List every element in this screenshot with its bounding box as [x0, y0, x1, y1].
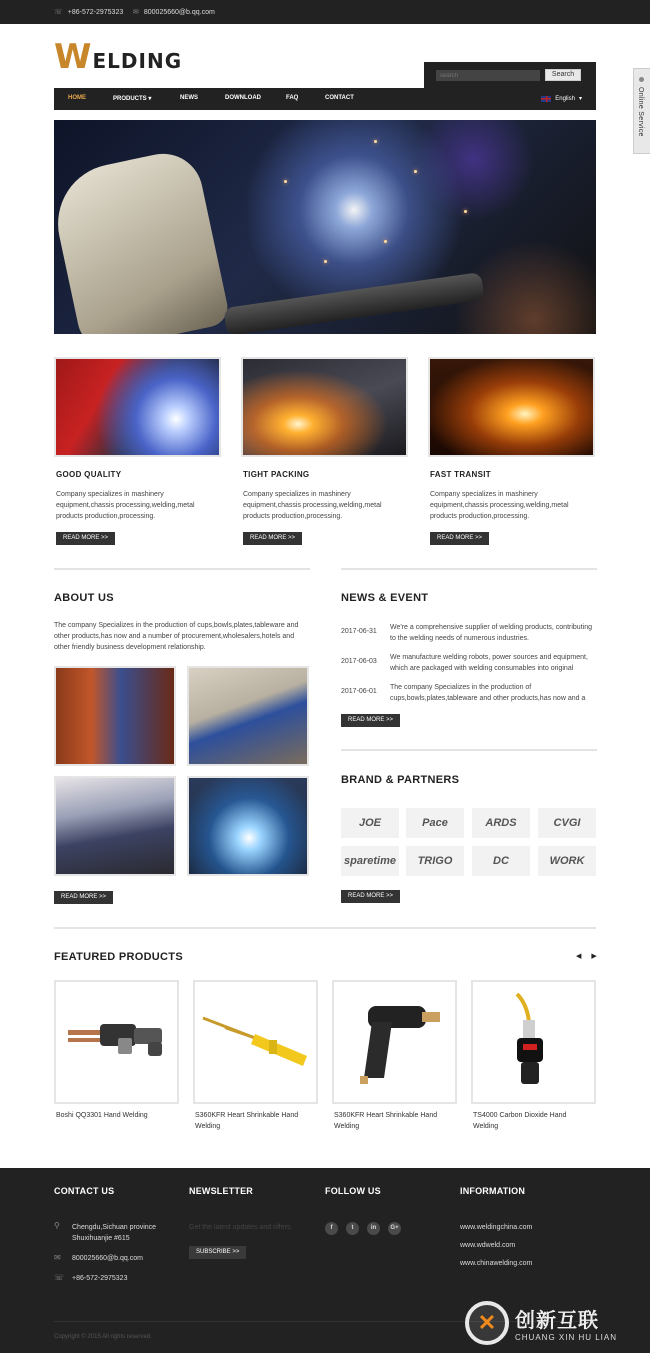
footer-phone: +86-572-2975323 [72, 1275, 128, 1282]
about-image[interactable] [54, 666, 176, 766]
carousel-arrows [576, 952, 597, 960]
site-logo[interactable] [54, 37, 183, 77]
hero-torch-shape [223, 272, 484, 334]
nav-faq[interactable]: FAQ [286, 95, 299, 101]
product-name[interactable]: S360KFR Heart Shrinkable Hand Welding [334, 1112, 438, 1130]
watermark-text [515, 1304, 617, 1342]
product-card[interactable] [193, 980, 318, 1130]
uk-flag-icon [541, 96, 551, 102]
mail-icon: ✉ [54, 1253, 61, 1262]
spark [284, 180, 287, 183]
spark [414, 170, 417, 173]
nav-products[interactable] [113, 95, 151, 102]
feature-read-more-button[interactable]: READ MORE >> [56, 532, 115, 545]
product-card[interactable] [54, 980, 179, 1119]
feature-image[interactable] [241, 357, 408, 457]
info-link[interactable]: www.weldingchina.com [460, 1224, 533, 1231]
divider [341, 749, 597, 751]
spark [384, 240, 387, 243]
brand-logo[interactable]: CVGI [538, 808, 596, 838]
feature-title: TIGHT PACKING [243, 470, 310, 479]
divider [54, 927, 596, 929]
footer-email[interactable]: 800025660@b.qq.com [72, 1255, 143, 1262]
feature-image[interactable] [54, 357, 221, 457]
google-plus-icon[interactable]: G+ [388, 1222, 401, 1235]
facebook-icon[interactable]: f [325, 1222, 338, 1235]
search-button[interactable]: Search [545, 69, 581, 81]
spark [324, 260, 327, 263]
feature-good-quality [54, 357, 221, 541]
products-title: FEATURED PRODUCTS [54, 951, 183, 963]
top-email[interactable] [133, 8, 215, 16]
feature-read-more-button[interactable]: READ MORE >> [243, 532, 302, 545]
product-name[interactable]: Boshi QQ3301 Hand Welding [56, 1112, 148, 1119]
feature-text: Company specializes in mashinery equipment,chassis processing,welding,metal products production,processing. [56, 491, 195, 520]
nav-products-label: PRODUCTS [113, 96, 147, 102]
online-service-label: Online Service [637, 87, 644, 137]
logo-rest: ELDING [92, 49, 183, 73]
address-line-1: Chengdu,Sichuan province [72, 1224, 157, 1231]
search-box [424, 62, 596, 88]
address-line-2: Shuxihuanjie #615 [72, 1235, 130, 1242]
search-input[interactable] [436, 70, 540, 81]
brand-logo[interactable]: sparetime [341, 846, 399, 876]
language-label: English [555, 95, 575, 102]
hero-glove-shape [54, 146, 231, 334]
footer-newsletter-title: NEWSLETTER [189, 1186, 253, 1196]
news-date: 2017-06-03 [341, 658, 377, 665]
brand-logo[interactable]: ARDS [472, 808, 530, 838]
top-phone [54, 8, 123, 16]
product-image[interactable] [332, 980, 457, 1104]
divider [341, 568, 597, 570]
watermark-logo [465, 1298, 645, 1348]
footer-information-title: INFORMATION [460, 1186, 526, 1196]
info-link[interactable]: www.chinawelding.com [460, 1260, 533, 1267]
feature-title: GOOD QUALITY [56, 470, 122, 479]
gas-torch-icon [473, 982, 594, 1102]
nav-home[interactable]: HOME [68, 95, 86, 101]
product-name[interactable]: S360KFR Heart Shrinkable Hand Welding [195, 1112, 299, 1130]
hot-air-gun-icon [334, 982, 455, 1102]
brand-logo[interactable]: TRIGO [406, 846, 464, 876]
about-text: The company Specializes in the production of cups,bowls,plates,tableware and other products,has now and a number of procurement,wholesalers,hotels and other friendly business development relationship. [54, 622, 299, 651]
brand-logo[interactable]: Pace [406, 808, 464, 838]
language-selector[interactable] [541, 95, 582, 102]
about-title: ABOUT US [54, 592, 114, 604]
nav-contact[interactable]: CONTACT [325, 95, 354, 101]
product-image[interactable] [193, 980, 318, 1104]
news-text[interactable]: We're a comprehensive supplier of welding products, contributing to the welding needs of numerous industries. [390, 624, 592, 642]
nav-download[interactable]: DOWNLOAD [225, 95, 261, 101]
product-card[interactable] [471, 980, 596, 1130]
logo-initial: W [54, 37, 93, 77]
twitter-icon[interactable]: t [346, 1222, 359, 1235]
prev-arrow-icon[interactable]: ◀ [576, 953, 582, 960]
news-read-more-button[interactable]: READ MORE >> [341, 714, 400, 727]
footer-follow-title: FOLLOW US [325, 1186, 381, 1196]
caret-down-icon: ▾ [148, 96, 152, 102]
torch-icon [195, 982, 316, 1102]
news-date: 2017-06-01 [341, 688, 377, 695]
feature-tight-packing [241, 357, 408, 541]
top-bar [0, 0, 650, 24]
top-email-text: 800025660@b.qq.com [143, 8, 215, 16]
caret-down-icon: ▾ [578, 96, 582, 102]
about-read-more-button[interactable]: READ MORE >> [54, 891, 113, 904]
about-image[interactable] [187, 666, 309, 766]
product-card[interactable] [332, 980, 457, 1130]
news-text[interactable]: We manufacture welding robots, power sources and equipment, which are packaged with welding consumables into original [390, 654, 588, 672]
feature-text: Company specializes in mashinery equipment,chassis processing,welding,metal products production,processing. [430, 491, 569, 520]
main-nav [54, 88, 596, 110]
brands-read-more-button[interactable]: READ MORE >> [341, 890, 400, 903]
online-service-tab[interactable] [633, 68, 650, 154]
watermark-en: CHUANG XIN HU LIAN [515, 1333, 618, 1342]
brand-logo[interactable]: DC [472, 846, 530, 876]
top-phone-text: +86-572-2975323 [67, 8, 124, 16]
newsletter-text: Get the latest updates and offers. [189, 1224, 293, 1231]
product-image[interactable] [54, 980, 179, 1104]
hero-banner-image [54, 120, 596, 334]
news-title: NEWS & EVENT [341, 592, 429, 604]
nav-news[interactable]: NEWS [180, 95, 198, 101]
feature-read-more-button[interactable]: READ MORE >> [430, 532, 489, 545]
mail-icon: ✉ [133, 9, 139, 16]
watermark-mark: ✕ [465, 1301, 509, 1345]
subscribe-button[interactable]: SUBSCRIBE >> [189, 1246, 246, 1259]
feature-image[interactable] [428, 357, 595, 457]
about-image[interactable] [187, 776, 309, 876]
watermark-cn: 创新互联 [515, 1310, 599, 1332]
brand-logo[interactable]: WORK [538, 846, 596, 876]
divider [54, 568, 310, 570]
feature-text: Company specializes in mashinery equipment,chassis processing,welding,metal products production,processing. [243, 491, 382, 520]
feature-title: FAST TRANSIT [430, 470, 491, 479]
copyright: Copyright © 2015 All rights reserved. [54, 1334, 152, 1340]
product-name[interactable]: TS4000 Carbon Dioxide Hand Welding [473, 1112, 567, 1130]
spark [464, 210, 467, 213]
spark [374, 140, 377, 143]
chat-icon [639, 77, 644, 82]
news-date: 2017-06-31 [341, 628, 377, 635]
brands-title: BRAND & PARTNERS [341, 774, 460, 786]
news-text[interactable]: The company Specializes in the production of cups,bowls,plates,tableware and other products,has now and a [390, 684, 586, 702]
linkedin-icon[interactable]: in [367, 1222, 380, 1235]
info-link[interactable]: www.wdweld.com [460, 1242, 516, 1249]
brand-logo[interactable]: JOE [341, 808, 399, 838]
welding-gun-icon [56, 982, 177, 1102]
next-arrow-icon[interactable]: ▶ [591, 953, 597, 960]
location-pin-icon: ⚲ [54, 1221, 60, 1230]
about-image[interactable] [54, 776, 176, 876]
footer-contact-title: CONTACT US [54, 1186, 115, 1196]
phone-icon: ☏ [54, 9, 63, 16]
phone-icon: ☏ [54, 1273, 65, 1282]
product-image[interactable] [471, 980, 596, 1104]
feature-fast-transit [428, 357, 595, 541]
